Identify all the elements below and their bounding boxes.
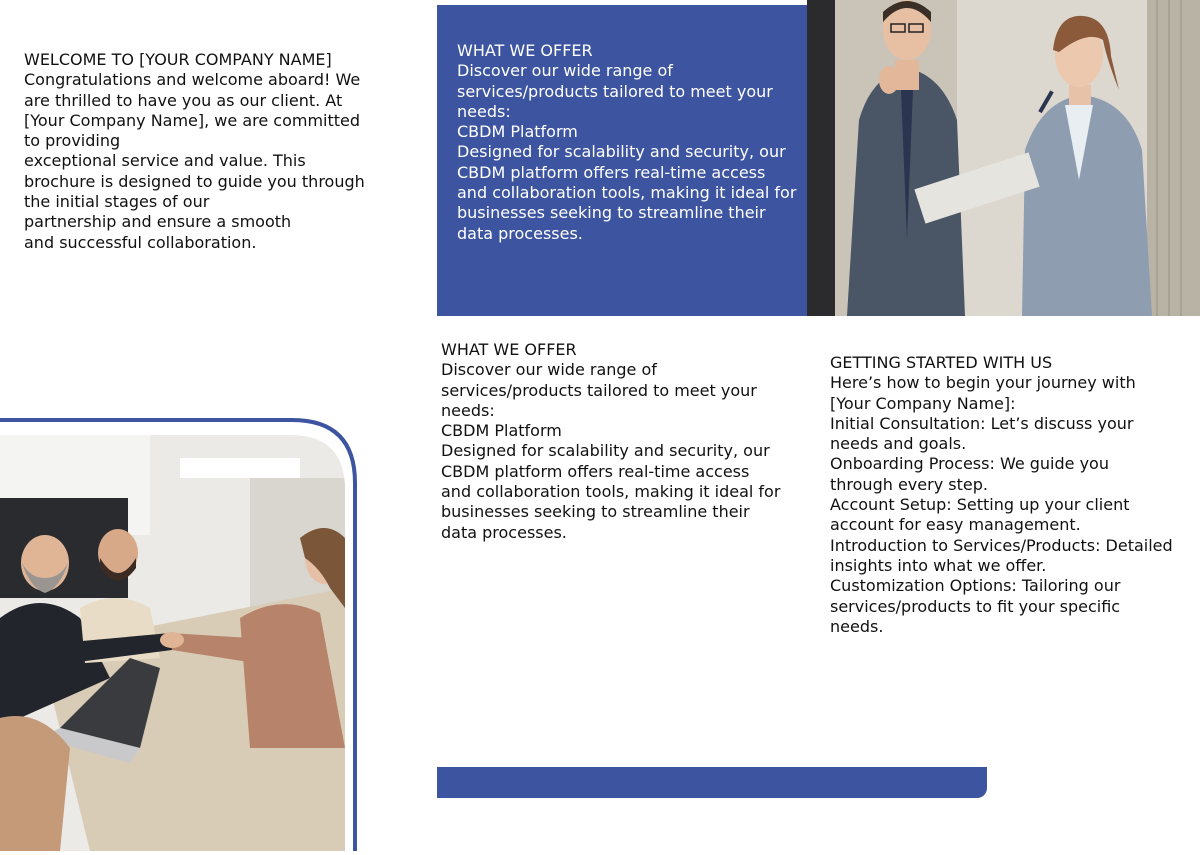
welcome-text-line: are thrilled to have you as our client. At — [24, 90, 343, 110]
offer-text-line: data processes. — [441, 522, 567, 542]
offer-subheading: CBDM Platform — [441, 421, 562, 441]
getting-started-text-line: [Your Company Name]: — [830, 393, 1016, 413]
offer-text-line: services/products tailored to meet your — [457, 81, 773, 101]
welcome-text-line: brochure is designed to guide you through — [24, 171, 365, 191]
welcome-text-line: Congratulations and welcome aboard! We — [24, 70, 361, 90]
offer-heading: WHAT WE OFFER — [457, 41, 593, 60]
welcome-text-line: the initial stages of our — [24, 192, 210, 212]
offer-text-line: and collaboration tools, making it ideal for — [441, 482, 781, 502]
getting-started-text-line: Initial Consultation: Let’s discuss your — [830, 413, 1134, 433]
offer-text-line: CBDM platform offers real-time access — [457, 162, 766, 182]
getting-started-section — [830, 353, 1173, 637]
getting-started-text-line: Customization Options: Tailoring our — [830, 576, 1121, 596]
offer-text-line: Discover our wide range of — [441, 360, 657, 380]
offer-text-line: Designed for scalability and security, our — [457, 142, 786, 162]
getting-started-text-line: Introduction to Services/Products: Detailed — [830, 535, 1173, 555]
offer-text-line: CBDM platform offers real-time access — [441, 461, 750, 481]
bottom-accent-bar — [437, 767, 987, 798]
welcome-section — [24, 50, 384, 253]
welcome-text-line: exceptional service and value. This — [24, 151, 306, 171]
offer-text-line: needs: — [441, 400, 495, 420]
getting-started-text-line: Here’s how to begin your journey with — [830, 373, 1136, 393]
getting-started-text-line: needs. — [830, 616, 884, 636]
welcome-text-line: and successful collaboration. — [24, 232, 257, 252]
business-meeting-photo — [807, 0, 1200, 316]
welcome-heading: WELCOME TO [YOUR COMPANY NAME] — [24, 50, 332, 69]
offer-text-line: and collaboration tools, making it ideal for — [457, 183, 797, 203]
offer-text-line: services/products tailored to meet your — [441, 380, 757, 400]
offer-section-top — [457, 41, 796, 244]
getting-started-heading: GETTING STARTED WITH US — [830, 353, 1053, 372]
getting-started-text-line: Account Setup: Setting up your client — [830, 495, 1130, 515]
offer-text-line: Designed for scalability and security, our — [441, 441, 770, 461]
getting-started-text-line: services/products to fit your specific — [830, 596, 1121, 616]
offer-heading: WHAT WE OFFER — [441, 340, 577, 359]
welcome-text-line: [Your Company Name], we are committed — [24, 110, 361, 130]
offer-text-line: businesses seeking to streamline their — [441, 502, 750, 522]
handshake-meeting-photo — [0, 418, 358, 851]
offer-text-line: needs: — [457, 101, 511, 121]
offer-text-line: businesses seeking to streamline their — [457, 203, 766, 223]
getting-started-text-line: needs and goals. — [830, 434, 967, 454]
offer-subheading: CBDM Platform — [457, 122, 578, 142]
welcome-text-line: partnership and ensure a smooth — [24, 212, 292, 232]
offer-text-line: Discover our wide range of — [457, 61, 673, 81]
getting-started-text-line: Onboarding Process: We guide you — [830, 454, 1109, 474]
offer-text-line: data processes. — [457, 223, 583, 243]
offer-banner — [437, 5, 807, 316]
getting-started-text-line: insights into what we offer. — [830, 555, 1047, 575]
getting-started-text-line: account for easy management. — [830, 515, 1081, 535]
welcome-text-line: to providing — [24, 131, 121, 151]
getting-started-text-line: through every step. — [830, 474, 988, 494]
offer-section-middle — [441, 340, 780, 543]
